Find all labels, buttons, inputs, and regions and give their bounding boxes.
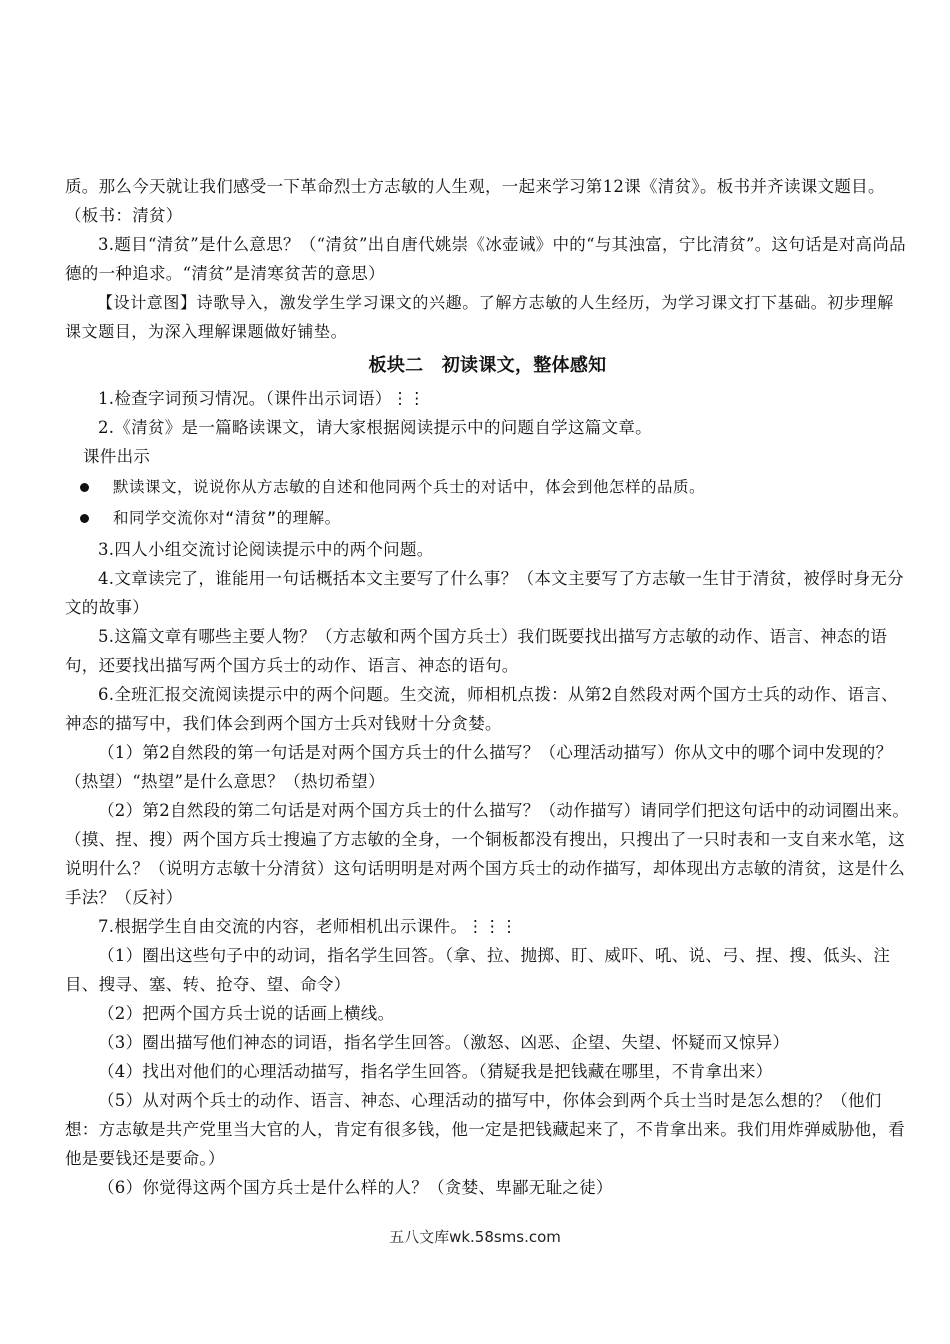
bullet-text: 默读课文，说说你从方志敏的自述和他同两个兵士的对话中，体会到他怎样的品质。	[113, 478, 706, 496]
item-6-sub-2: （2）第2自然段的第二句话是对两个国方兵士的什么描写？（动作描写）请同学们把这句话中的动词圈出来。（摸、捏、搜）两个国方兵士搜遍了方志敏的全身，一个铜板都没有搜出，只搜出了一只时表和一支自来水笔，这说明什么？（说明方志敏十分清贫）这句话明明是对两个国方兵士的动作描写，却体现出方志敏的清贫，这是什么手法？（反衬）	[65, 801, 910, 907]
item-2: 2.《清贫》是一篇略读课文，请大家根据阅读提示中的问题自学这篇文章。	[98, 418, 652, 437]
item-7-sub-3: （3）圈出描写他们神态的词语，指名学生回答。（激怒、凶恶、企望、失望、怀疑而又惊异）	[98, 1033, 790, 1052]
item-6: 6.全班汇报交流阅读提示中的两个问题。生交流，师相机点拨：从第2自然段对两个国方士兵的动作、语言、神态的描写中，我们体会到两个国方士兵对钱财十分贪婪。	[65, 685, 898, 733]
item-7-sub-1: （1）圈出这些句子中的动词，指名学生回答。（拿、拉、抛掷、盯、威吓、吼、说、弓、捏、搜、低头、注目、搜寻、塞、转、抢夺、望、命令）	[65, 946, 891, 994]
item-7-sub-6: （6）你觉得这两个国方兵士是什么样的人？（贪婪、卑鄙无耻之徒）	[98, 1178, 613, 1197]
item-7-sub-5: （5）从对两个兵士的动作、语言、神态、心理活动的描写中，你体会到两个兵士当时是怎么想的？（他们想：方志敏是共产党里当大官的人，肯定有很多钱，他一定是把钱藏起来了，不肯拿出来。我们用炸弹威胁他，看他是要钱还是要命。）	[65, 1091, 905, 1168]
bullet-icon	[80, 483, 89, 492]
bullet-text: 和同学交流你对“清贫”的理解。	[113, 509, 341, 527]
item-6-sub-1: （1）第2自然段的第一句话是对两个国方兵士的什么描写？（心理活动描写）你从文中的哪个词中发现的？（热望）“热望”是什么意思？（热切希望）	[65, 743, 893, 791]
bullet-item	[65, 504, 910, 533]
item-7: 7.根据学生自由交流的内容，老师相机出示课件。⋮⋮⋮	[98, 917, 518, 936]
item-7-sub-2: （2）把两个国方兵士说的话画上横线。	[98, 1004, 395, 1023]
courseware-label: 课件出示	[83, 447, 151, 466]
item-7-sub-4: （4）找出对他们的心理活动描写，指名学生回答。（猜疑我是把钱藏在哪里，不肯拿出来）	[98, 1062, 773, 1081]
section-heading: 板块二 初读课文，整体感知	[368, 355, 607, 376]
item-1: 1.检查字词预习情况。（课件出示词语）⋮⋮	[98, 389, 426, 408]
design-intent-paragraph: 【设计意图】诗歌导入，激发学生学习课文的兴趣。了解方志敏的人生经历，为学习课文打下基础。初步理解课文题目，为深入理解课题做好铺垫。	[65, 293, 894, 341]
item-5: 5.这篇文章有哪些主要人物？（方志敏和两个国方兵士）我们既要找出描写方志敏的动作、语言、神态的语句，还要找出描写两个国方兵士的动作、语言、神态的语句。	[65, 627, 888, 675]
lesson-content	[65, 172, 910, 1202]
paragraph-continuation: 质。那么今天就让我们感受一下革命烈士方志敏的人生观，一起来学习第12课《清贫》。板书并齐读课文题目。（板书：清贫）	[65, 177, 885, 225]
item-3: 3.四人小组交流讨论阅读提示中的两个问题。	[98, 540, 434, 559]
item-4: 4.文章读完了，谁能用一句话概括本文主要写了什么事？（本文主要写了方志敏一生甘于清贫，被俘时身无分文的故事）	[65, 569, 904, 617]
bullet-icon	[80, 514, 89, 523]
page-footer: 五八文库wk.58sms.com	[389, 1228, 561, 1246]
paragraph-title-meaning: 3.题目“清贫”是什么意思？（“清贫”出自唐代姚崇《冰壶诫》中的“与其浊富，宁比清贫”。这句话是对高尚品德的一种追求。“清贫”是清寒贫苦的意思）	[65, 235, 906, 283]
bullet-item	[65, 473, 910, 502]
